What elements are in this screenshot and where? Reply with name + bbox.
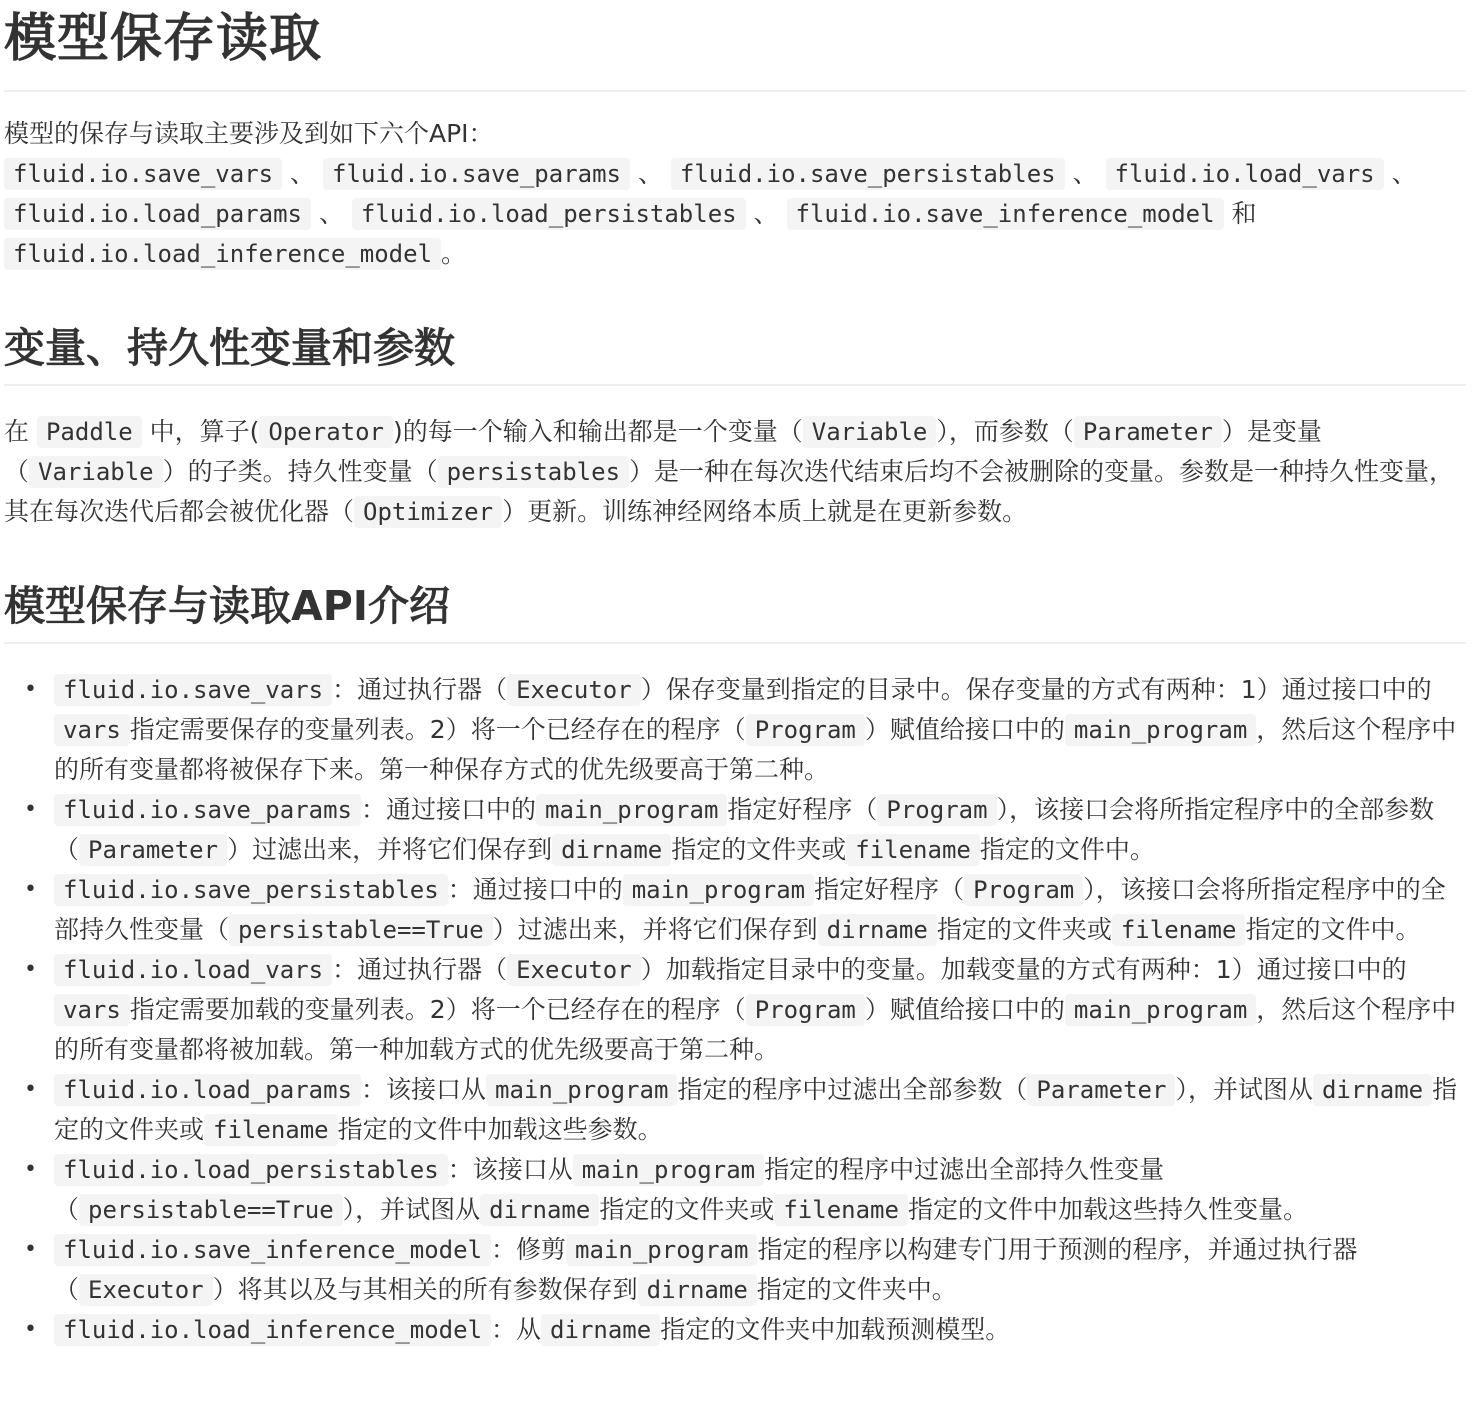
separator: 、: [1391, 159, 1417, 188]
text: ）将其以及与其相关的所有参数保存到: [212, 1275, 638, 1304]
text: ）是变量（: [4, 417, 1322, 486]
text: ）更新。训练神经网络本质上就是在更新参数。: [502, 497, 1028, 526]
list-item: [4, 870, 1470, 950]
intro-paragraph: [4, 114, 1470, 274]
text: 指定的文件夹或: [54, 1075, 1458, 1144]
text: ：该接口从: [447, 1155, 573, 1184]
text: 指定的文件中加载这些参数。: [337, 1115, 663, 1144]
text: ）是一种在每次迭代结束后均不会被删除的变量。参数是一种持久性变量，其在每次迭代后都会被优化器（: [4, 457, 1455, 526]
text: ，然后这个程序中的所有变量都将被保存下来。第一种保存方式的优先级要高于第二种。: [54, 715, 1457, 784]
inline-code: Parameter: [1027, 1074, 1175, 1106]
text: 指定的文件中。: [1245, 915, 1421, 944]
list-item: [4, 1230, 1470, 1310]
text: ）过滤出来，并将它们保存到: [492, 915, 818, 944]
text: ），而参数（: [936, 417, 1074, 446]
inline-code: Program: [746, 714, 865, 746]
api-code: fluid.io.save_params: [323, 158, 630, 190]
inline-code: dirname: [818, 914, 937, 946]
inline-code: Program: [964, 874, 1083, 906]
api-name-code: fluid.io.save_inference_model: [54, 1234, 491, 1266]
inline-code: Paddle: [37, 416, 142, 448]
inline-code: Executor: [507, 954, 641, 986]
inline-code: filename: [774, 1194, 908, 1226]
text: 指定好程序（: [814, 875, 965, 904]
text: ），该接口会将所指定程序中的全部参数（: [54, 795, 1435, 864]
inline-code: dirname: [552, 834, 671, 866]
api-name-code: fluid.io.load_vars: [54, 954, 332, 986]
inline-code: Program: [746, 994, 865, 1026]
inline-code: persistables: [438, 456, 629, 488]
text: ：从: [491, 1315, 542, 1344]
api-code: fluid.io.save_vars: [4, 158, 282, 190]
text: 中，算子(: [149, 417, 260, 446]
api-code: fluid.io.load_inference_model: [4, 238, 441, 270]
api-code: fluid.io.save_inference_model: [787, 198, 1224, 230]
bullet-icon: •: [24, 957, 37, 982]
api-name-code: fluid.io.load_params: [54, 1074, 361, 1106]
title-divider: [4, 90, 1466, 92]
text: 指定的文件夹中。: [756, 1275, 957, 1304]
text: ）保存变量到指定的目录中。保存变量的方式有两种：1）通过接口中的: [640, 675, 1432, 704]
inline-code: filename: [846, 834, 980, 866]
list-item: [4, 1070, 1470, 1150]
inline-code: main_program: [573, 1154, 764, 1186]
api-name-code: fluid.io.save_persistables: [54, 874, 448, 906]
api-code: fluid.io.save_persistables: [671, 158, 1065, 190]
list-item: [4, 790, 1470, 870]
text: ）赋值给接口中的: [864, 995, 1065, 1024]
inline-code: dirname: [480, 1194, 599, 1226]
variables-paragraph: [4, 412, 1470, 532]
inline-code: main_program: [623, 874, 814, 906]
text: ），该接口会将所指定程序中的全部持久性变量（: [54, 875, 1446, 944]
text: ：通过接口中的: [360, 795, 536, 824]
text: 指定的文件夹或: [671, 835, 847, 864]
api-code: fluid.io.load_persistables: [352, 198, 746, 230]
text: ）赋值给接口中的: [864, 715, 1065, 744]
bullet-icon: •: [24, 1237, 37, 1262]
conjunction: 和: [1231, 199, 1257, 228]
separator: 、: [753, 199, 779, 228]
text: 指定的文件中加载这些持久性变量。: [907, 1195, 1308, 1224]
text: ：该接口从: [360, 1075, 486, 1104]
list-item: [4, 670, 1470, 790]
inline-code: Program: [877, 794, 996, 826]
text: ），并试图从: [1175, 1075, 1313, 1104]
text: 指定的程序中过滤出全部参数（: [677, 1075, 1028, 1104]
api-list: [4, 670, 1470, 1350]
inline-code: Variable: [803, 416, 937, 448]
api-name-code: fluid.io.save_params: [54, 794, 361, 826]
bullet-icon: •: [24, 1157, 37, 1182]
text: ：通过执行器（: [332, 955, 508, 984]
text: )的每一个输入和输出都是一个变量（: [392, 417, 803, 446]
bullet-icon: •: [24, 1077, 37, 1102]
inline-code: Optimizer: [354, 496, 502, 528]
section-heading-variables: 变量、持久性变量和参数: [4, 324, 455, 372]
list-item: [4, 1150, 1470, 1230]
inline-code: dirname: [1313, 1074, 1432, 1106]
inline-code: main_program: [1065, 714, 1256, 746]
inline-code: vars: [54, 994, 130, 1026]
api-name-code: fluid.io.save_vars: [54, 674, 332, 706]
inline-code: main_program: [1065, 994, 1256, 1026]
section-divider: [4, 642, 1466, 644]
inline-code: dirname: [638, 1274, 757, 1306]
list-item: [4, 950, 1470, 1070]
text: ：通过接口中的: [447, 875, 623, 904]
bullet-icon: •: [24, 677, 37, 702]
text: 指定的程序以构建专门用于预测的程序，并通过执行器（: [54, 1235, 1358, 1304]
inline-code: Executor: [79, 1274, 213, 1306]
text: 在: [4, 417, 30, 446]
section-heading-api: 模型保存与读取API介绍: [4, 582, 451, 630]
inline-code: main_program: [536, 794, 727, 826]
api-name-code: fluid.io.load_persistables: [54, 1154, 448, 1186]
separator: 、: [1072, 159, 1098, 188]
list-item: [4, 1310, 1470, 1350]
text: 指定的文件夹或: [599, 1195, 775, 1224]
text: ）加载指定目录中的变量。加载变量的方式有两种：1）通过接口中的: [640, 955, 1407, 984]
inline-code: Variable: [29, 456, 163, 488]
section-divider: [4, 384, 1466, 386]
page-title: 模型保存读取: [4, 9, 323, 69]
text: 指定需要加载的变量列表。2）将一个已经存在的程序（: [129, 995, 746, 1024]
inline-code: dirname: [541, 1314, 660, 1346]
separator: 、: [637, 159, 663, 188]
text: 指定的程序中过滤出全部持久性变量（: [54, 1155, 1165, 1224]
intro-text: 模型的保存与读取主要涉及到如下六个API：: [4, 119, 494, 148]
inline-code: Executor: [507, 674, 641, 706]
bullet-icon: •: [24, 877, 37, 902]
inline-code: filename: [204, 1114, 338, 1146]
bullet-icon: •: [24, 797, 37, 822]
text: 指定的文件夹或: [936, 915, 1112, 944]
text: ）过滤出来，并将它们保存到: [227, 835, 553, 864]
api-name-code: fluid.io.load_inference_model: [54, 1314, 491, 1346]
inline-code: persistable==True: [229, 914, 493, 946]
inline-code: Parameter: [1074, 416, 1222, 448]
separator: 、: [318, 199, 344, 228]
text: ：通过执行器（: [332, 675, 508, 704]
period: 。: [441, 239, 467, 268]
text: ），并试图从: [342, 1195, 481, 1224]
api-code: fluid.io.load_vars: [1106, 158, 1384, 190]
text: 指定的文件夹中加载预测模型。: [660, 1315, 1011, 1344]
text: ，然后这个程序中的所有变量都将被加载。第一种加载方式的优先级要高于第二种。: [54, 995, 1457, 1064]
inline-code: Operator: [259, 416, 393, 448]
inline-code: filename: [1112, 914, 1246, 946]
inline-code: main_program: [566, 1234, 757, 1266]
text: ：修剪: [491, 1235, 567, 1264]
inline-code: persistable==True: [79, 1194, 343, 1226]
separator: 、: [290, 159, 316, 188]
text: 指定的文件中。: [979, 835, 1155, 864]
text: ）的子类。持久性变量（: [162, 457, 438, 486]
text: 指定需要保存的变量列表。2）将一个已经存在的程序（: [129, 715, 746, 744]
text: 指定好程序（: [727, 795, 878, 824]
api-code: fluid.io.load_params: [4, 198, 311, 230]
bullet-icon: •: [24, 1317, 37, 1342]
inline-code: vars: [54, 714, 130, 746]
inline-code: Parameter: [79, 834, 227, 866]
inline-code: main_program: [486, 1074, 677, 1106]
